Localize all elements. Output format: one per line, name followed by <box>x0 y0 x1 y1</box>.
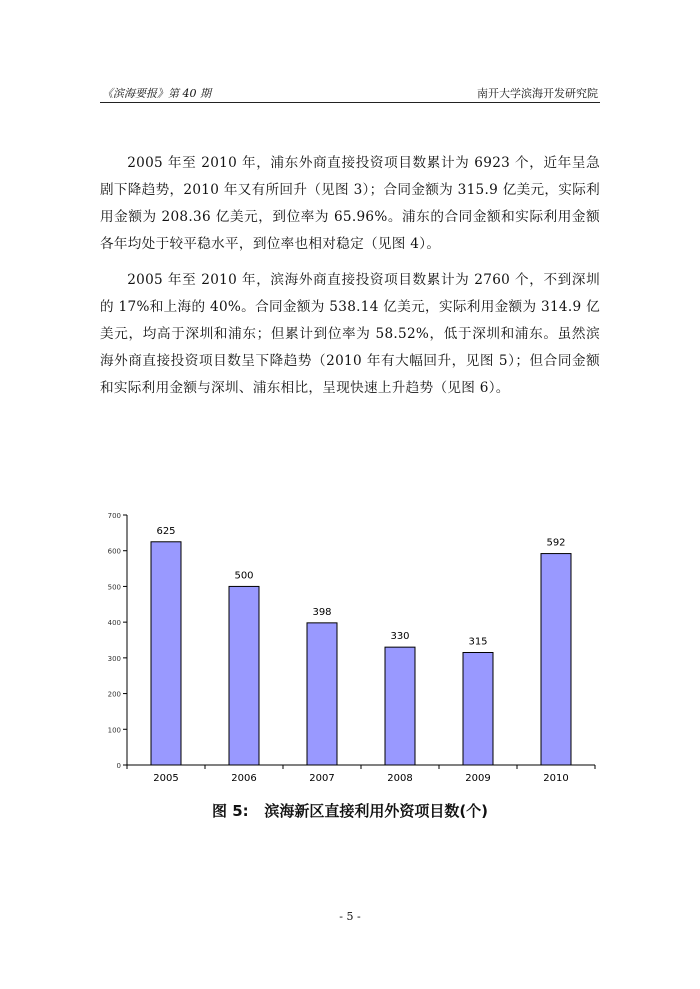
y-tick-label: 500 <box>107 583 121 592</box>
data-label: 330 <box>390 631 410 643</box>
body-text <box>100 150 600 411</box>
bar <box>229 586 259 765</box>
data-label: 592 <box>546 537 566 549</box>
data-label: 625 <box>156 525 176 537</box>
header-journal: 《滨海要报》第 40 期 <box>102 87 211 100</box>
bar <box>385 647 415 765</box>
bar-chart <box>105 505 605 785</box>
bar <box>151 542 181 765</box>
y-tick-label: 300 <box>107 654 121 663</box>
y-tick-label: 400 <box>107 619 121 628</box>
data-label: 315 <box>468 636 488 648</box>
y-tick-label: 100 <box>107 726 121 735</box>
paragraph-binhai: 2005 年至 2010 年，滨海外商直接投资项目数累计为 2760 个，不到深圳的 17%和上海的 40%。合同金额为 538.14 亿美元，实际利用金额为 314.9 亿美元，均高于深圳和浦东；但累计到位率为 58.52%，低于深圳和浦东。虽然滨海外商直接投资项目数呈下降趋势（2010 年有大幅回升，见图 5）；但合同金额和实际利用金额与深圳、浦东相比，呈现快速上升趋势（见图 6）。 <box>100 272 600 396</box>
x-tick-label: 2006 <box>231 773 257 784</box>
bar <box>463 653 493 766</box>
header-institute: 南开大学滨海开发研究院 <box>477 87 598 100</box>
data-label: 500 <box>234 570 254 582</box>
page-header <box>100 84 600 103</box>
caption-text: 滨海新区直接利用外资项目数(个) <box>264 802 489 820</box>
page-number: - 5 - <box>339 910 361 923</box>
x-tick-label: 2008 <box>387 773 413 784</box>
x-tick-label: 2005 <box>153 773 179 784</box>
y-tick-label: 0 <box>116 762 121 770</box>
y-tick-label: 700 <box>107 512 121 520</box>
paragraph-pudong: 2005 年至 2010 年，浦东外商直接投资项目数累计为 6923 个，近年呈急剧下降趋势，2010 年又有所回升（见图 3）；合同金额为 315.9 亿美元，实际利用金额为 208.36 亿美元，到位率为 65.96%。浦东的合同金额和实际利用金额各年均处于较平稳水平，到位率也相对稳定（见图 4）。 <box>100 155 600 252</box>
bar <box>307 623 337 765</box>
data-label: 398 <box>312 606 332 618</box>
x-tick-label: 2009 <box>465 773 491 784</box>
caption-label: 图 5: <box>211 802 249 820</box>
y-tick-label: 600 <box>107 547 121 556</box>
figure-caption <box>0 800 700 821</box>
y-tick-label: 200 <box>107 690 121 699</box>
bar <box>541 554 571 765</box>
x-tick-label: 2007 <box>309 773 335 784</box>
x-tick-label: 2010 <box>543 773 569 784</box>
